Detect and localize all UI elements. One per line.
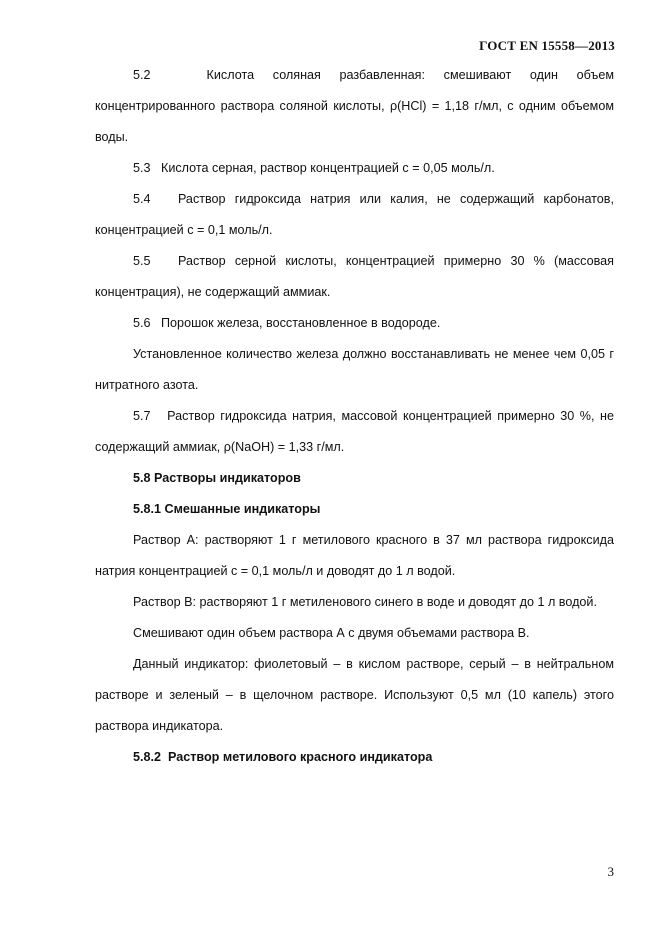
paragraph-iron-note: Установленное количество железа должно восстанавливать не менее чем 0,05 г нитратного азота. <box>95 347 614 392</box>
section-heading-5-8: 5.8 Растворы индикаторов <box>133 471 301 485</box>
section-heading-5-8-1: 5.8.1 Смешанные индикаторы <box>133 502 321 516</box>
paragraph-solution-b: Раствор В: растворяют 1 г метиленового синего в воде и доводят до 1 л водой. <box>133 595 597 609</box>
document-body <box>95 60 614 773</box>
paragraph-mixing: Смешивают один объем раствора А с двумя объемами раствора В. <box>133 626 530 640</box>
paragraph-solution-a: Раствор А: растворяют 1 г метилового красного в 37 мл раствора гидроксида натрия концентрацией c = 0,1 моль/л и доводят до 1 л водой. <box>95 533 614 578</box>
paragraph-5-7: 5.7 Раствор гидроксида натрия, массовой концентрацией примерно 30 %, не содержащий аммиак, ρ(NaOH) = 1,33 г/мл. <box>95 409 614 454</box>
section-heading-5-8-2: 5.8.2 Раствор метилового красного индикатора <box>133 750 433 764</box>
paragraph-5-6: 5.6 Порошок железа, восстановленное в водороде. <box>133 316 441 330</box>
paragraph-5-5: 5.5 Раствор серной кислоты, концентрацией примерно 30 % (массовая концентрация), не содержащий аммиак. <box>95 254 614 299</box>
paragraph-indicator-colors: Данный индикатор: фиолетовый – в кислом растворе, серый – в нейтральном растворе и зеленый – в щелочном растворе. Используют 0,5 мл (10 капель) этого раствора индикатора. <box>95 657 614 733</box>
paragraph-5-2: 5.2 Кислота соляная разбавленная: смешивают один объем концентрированного раствора соляной кислоты, ρ(HCl) = 1,18 г/мл, с одним объемом воды. <box>95 68 614 144</box>
page-number: 3 <box>607 864 614 879</box>
paragraph-5-3: 5.3 Кислота серная, раствор концентрацией c = 0,05 моль/л. <box>133 161 495 175</box>
paragraph-5-4: 5.4 Раствор гидроксида натрия или калия, не содержащий карбонатов, концентрацией c = 0,1 моль/л. <box>95 192 614 237</box>
document-code-header: ГОСТ EN 15558—2013 <box>479 38 615 53</box>
